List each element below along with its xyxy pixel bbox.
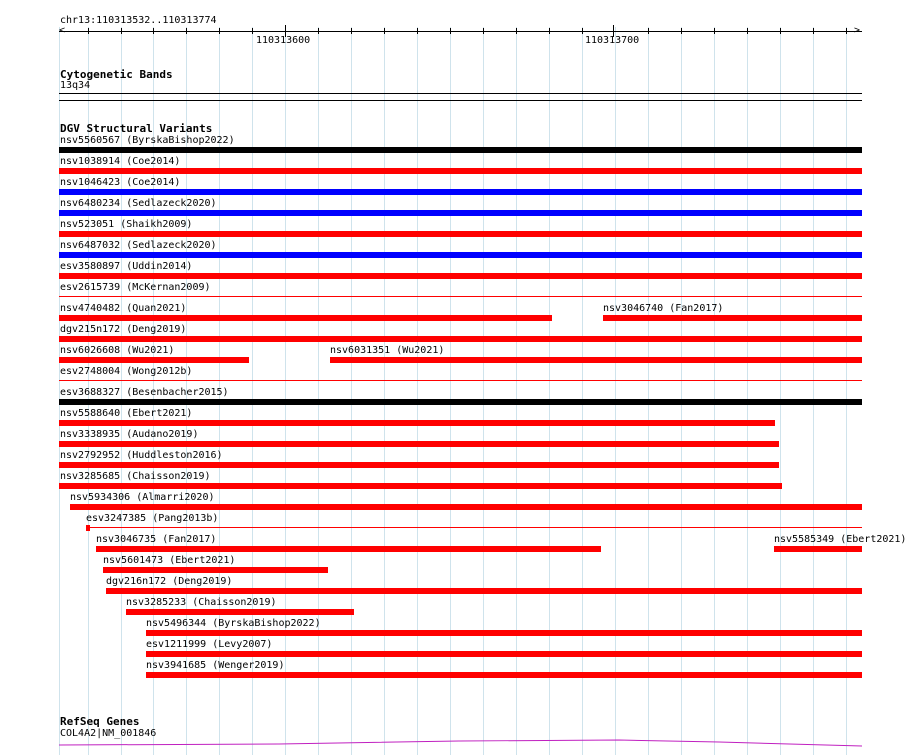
variant-bar[interactable]	[603, 315, 862, 321]
ruler-axis	[59, 31, 862, 32]
variant-bar[interactable]	[59, 147, 862, 153]
variant-bar[interactable]	[774, 546, 862, 552]
variant-bar[interactable]	[86, 525, 90, 531]
variant-bar[interactable]	[59, 189, 862, 195]
variant-bar[interactable]	[59, 315, 552, 321]
variant-label[interactable]: esv3580897 (Uddin2014)	[60, 261, 193, 272]
variant-bar[interactable]	[146, 630, 862, 636]
variant-label[interactable]: nsv6031351 (Wu2021)	[330, 345, 445, 356]
variant-bar[interactable]	[59, 231, 862, 237]
track-title-cytoband[interactable]: Cytogenetic Bands	[60, 68, 173, 81]
arrow-left-icon: <	[59, 25, 66, 36]
variant-label[interactable]: nsv3338935 (Audano2019)	[60, 429, 199, 440]
cytoband-bar[interactable]	[59, 93, 862, 94]
variant-label[interactable]: nsv523051 (Shaikh2009)	[60, 219, 193, 230]
gene-label[interactable]: COL4A2|NM_001846	[60, 728, 157, 739]
cytoband-label[interactable]: 13q34	[60, 80, 91, 91]
variant-label[interactable]: nsv3941685 (Wenger2019)	[146, 660, 285, 671]
variant-label[interactable]: nsv5601473 (Ebert2021)	[103, 555, 236, 566]
variant-label[interactable]: esv2748004 (Wong2012b)	[60, 366, 193, 377]
variant-label[interactable]: esv3247385 (Pang2013b)	[86, 513, 219, 524]
arrow-right-icon: >	[854, 25, 861, 36]
track-divider	[59, 100, 862, 101]
variant-bar[interactable]	[59, 483, 782, 489]
variant-label[interactable]: esv1211999 (Levy2007)	[146, 639, 273, 650]
variant-bar[interactable]	[96, 546, 601, 552]
variant-bar[interactable]	[90, 527, 862, 528]
track-title-dgv[interactable]: DGV Structural Variants	[60, 122, 213, 135]
variant-label[interactable]: nsv1046423 (Coe2014)	[60, 177, 181, 188]
variant-bar[interactable]	[106, 588, 862, 594]
variant-label[interactable]: nsv5560567 (ByrskaBishop2022)	[60, 135, 235, 146]
variant-label[interactable]: nsv6026608 (Wu2021)	[60, 345, 175, 356]
variant-label[interactable]: nsv3046740 (Fan2017)	[603, 303, 724, 314]
variant-label[interactable]: nsv5496344 (ByrskaBishop2022)	[146, 618, 321, 629]
variant-label[interactable]: nsv3285685 (Chaisson2019)	[60, 471, 211, 482]
ruler-label: 110313700	[585, 35, 640, 46]
location-label: chr13:110313532..110313774	[60, 15, 217, 26]
variant-bar[interactable]	[59, 399, 862, 405]
variant-bar[interactable]	[59, 357, 249, 363]
track-title-refseq[interactable]: RefSeq Genes	[60, 715, 140, 728]
variant-label[interactable]: dgv216n172 (Deng2019)	[106, 576, 233, 587]
variant-bar[interactable]	[103, 567, 328, 573]
variant-bar[interactable]	[59, 168, 862, 174]
variant-bar[interactable]	[126, 609, 354, 615]
variant-label[interactable]: nsv5588640 (Ebert2021)	[60, 408, 193, 419]
variant-label[interactable]: nsv3046735 (Fan2017)	[96, 534, 217, 545]
variant-label[interactable]: nsv2792952 (Huddleston2016)	[60, 450, 223, 461]
variant-label[interactable]: nsv5585349 (Ebert2021)	[774, 534, 906, 545]
variant-label[interactable]: dgv215n172 (Deng2019)	[60, 324, 187, 335]
variant-bar[interactable]	[70, 504, 862, 510]
variant-bar[interactable]	[146, 672, 862, 678]
variant-label[interactable]: esv3688327 (Besenbacher2015)	[60, 387, 229, 398]
variant-bar[interactable]	[59, 210, 862, 216]
variant-bar[interactable]	[330, 357, 862, 363]
variant-bar[interactable]	[59, 336, 862, 342]
variant-bar[interactable]	[59, 441, 779, 447]
variant-bar[interactable]	[146, 651, 862, 657]
variant-label[interactable]: nsv3285233 (Chaisson2019)	[126, 597, 277, 608]
variant-label[interactable]: nsv5934306 (Almarri2020)	[70, 492, 215, 503]
variant-label[interactable]: nsv6480234 (Sedlazeck2020)	[60, 198, 217, 209]
variant-label[interactable]: esv2615739 (McKernan2009)	[60, 282, 211, 293]
variant-bar[interactable]	[59, 462, 779, 468]
variant-bar[interactable]	[59, 273, 862, 279]
variant-label[interactable]: nsv6487032 (Sedlazeck2020)	[60, 240, 217, 251]
variant-bar[interactable]	[59, 252, 862, 258]
gene-intron-line[interactable]	[59, 738, 862, 748]
variant-bar[interactable]	[59, 296, 862, 297]
variant-bar[interactable]	[59, 420, 775, 426]
variant-label[interactable]: nsv1038914 (Coe2014)	[60, 156, 181, 167]
ruler-label: 110313600	[256, 35, 311, 46]
variant-bar[interactable]	[59, 380, 862, 381]
variant-label[interactable]: nsv4740482 (Quan2021)	[60, 303, 187, 314]
